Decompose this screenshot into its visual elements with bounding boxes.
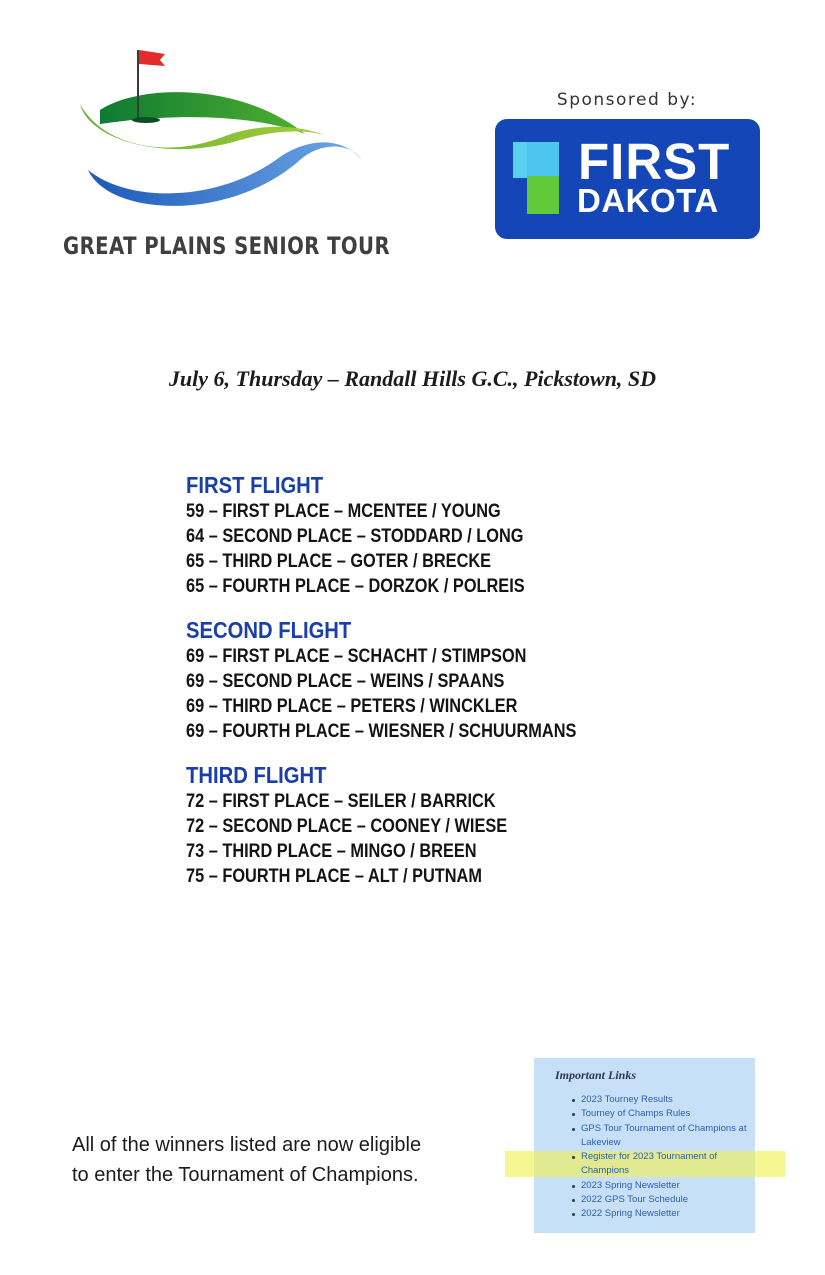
result-entry: 64 – SECOND PLACE – STODDARD / LONG <box>186 526 524 547</box>
result-entry: 69 – SECOND PLACE – WEINS / SPAANS <box>186 671 505 692</box>
link-item[interactable]: GPS Tour Tournament of Champions at Lakeview <box>571 1122 751 1151</box>
result-entry: 75 – FOURTH PLACE – ALT / PUTNAM <box>186 866 482 887</box>
sponsor-label: Sponsored by: <box>556 90 698 110</box>
result-entry: 69 – FIRST PLACE – SCHACHT / STIMPSON <box>186 646 527 667</box>
eligibility-note-line: All of the winners listed are now eligible <box>72 1134 422 1156</box>
link-item[interactable]: Tourney of Champs Rules <box>571 1107 751 1121</box>
flight-first <box>186 471 706 599</box>
result-entry: 65 – FOURTH PLACE – DORZOK / POLREIS <box>186 576 525 597</box>
flight-second <box>186 616 706 744</box>
event-date-location: July 6, Thursday – Randall Hills G.C., Pickstown, SD <box>168 366 657 391</box>
link-item[interactable]: 2022 GPS Tour Schedule <box>571 1193 751 1207</box>
important-links-list <box>571 1093 751 1222</box>
important-links-title: Important Links <box>555 1068 637 1082</box>
flight-title: SECOND FLIGHT <box>186 617 352 643</box>
results-section <box>186 471 706 906</box>
result-entry: 72 – FIRST PLACE – SEILER / BARRICK <box>186 791 496 812</box>
logo-text: GREAT PLAINS SENIOR TOUR <box>63 232 391 260</box>
result-entry: 65 – THIRD PLACE – GOTER / BRECKE <box>186 551 492 572</box>
link-item[interactable]: Register for 2023 Tournament of Champions <box>571 1150 751 1179</box>
result-entry: 72 – SECOND PLACE – COONEY / WIESE <box>186 816 508 837</box>
great-plains-senior-tour-logo <box>70 42 380 232</box>
result-entry: 69 – FOURTH PLACE – WIESNER / SCHUURMANS <box>186 721 577 742</box>
result-entry: 69 – THIRD PLACE – PETERS / WINCKLER <box>186 696 518 717</box>
sponsor-name-line1: FIRST <box>578 133 731 190</box>
result-entry: 73 – THIRD PLACE – MINGO / BREEN <box>186 841 477 862</box>
link-item[interactable]: 2023 Spring Newsletter <box>571 1179 751 1193</box>
flight-title: THIRD FLIGHT <box>186 762 327 788</box>
flight-title: FIRST FLIGHT <box>186 472 324 498</box>
result-entry: 59 – FIRST PLACE – MCENTEE / YOUNG <box>186 501 501 522</box>
flight-third <box>186 761 706 889</box>
link-item[interactable]: 2022 Spring Newsletter <box>571 1207 751 1221</box>
first-dakota-mark-icon <box>513 142 561 214</box>
eligibility-note-line: to enter the Tournament of Champions. <box>72 1164 419 1186</box>
link-item[interactable]: 2023 Tourney Results <box>571 1093 751 1107</box>
eligibility-note <box>72 1130 492 1190</box>
sponsor-name-line2: DAKOTA <box>577 182 719 219</box>
